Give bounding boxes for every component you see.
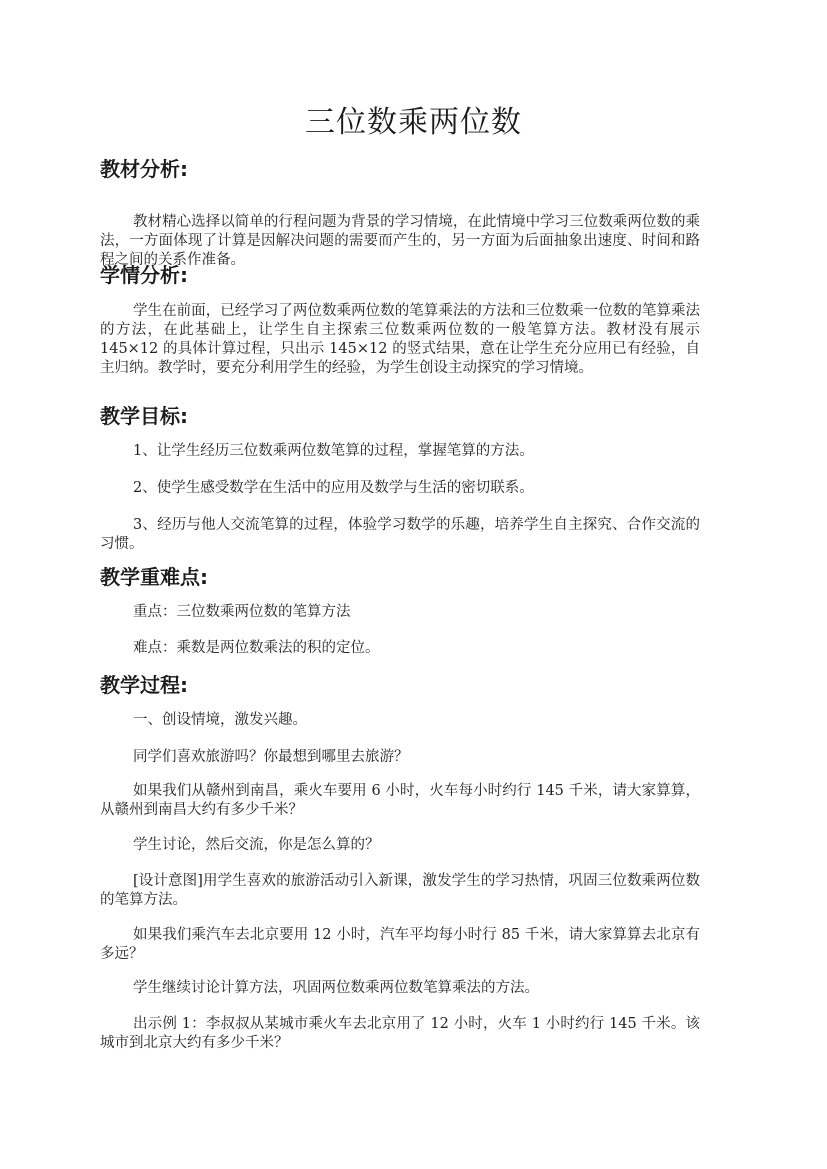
process-paragraph-3: 如果我们从赣州到南昌，乘火车要用 6 小时，火车每小时约行 145 千米，请大家算算，从赣州到南昌大约有多少千米？ [100,783,700,818]
process-paragraph-4: 学生讨论，然后交流，你是怎么算的？ [133,837,380,853]
process-paragraph-7: 学生继续讨论计算方法，巩固两位数乘两位数笔算乘法的方法。 [133,980,539,996]
page-title: 三位数乘两位数 [305,105,522,140]
heading-student-analysis: 学情分析: [100,263,188,287]
goal-item-2: 2、使学生感受数学在生活中的应用及数学与生活的密切联系。 [133,480,534,496]
difficult-point: 难点：乘数是两位数乘法的积的定位。 [133,640,380,656]
goal-item-3: 3、经历与他人交流笔算的过程，体验学习数学的乐趣，培养学生自主探究、合作交流的习惯。 [100,517,700,552]
process-paragraph-8: 出示例 1：李叔叔从某城市乘火车去北京用了 12 小时，火车 1 小时约行 145 千米。该城市到北京大约有多少千米？ [100,1016,700,1051]
key-point: 重点：三位数乘两位数的笔算方法 [133,604,351,620]
goal-item-1: 1、让学生经历三位数乘两位数笔算的过程，掌握笔算的方法。 [133,443,534,459]
heading-textbook-analysis: 教材分析: [100,157,188,181]
paragraph-student-analysis: 学生在前面，已经学习了两位数乘两位数的笔算乘法的方法和三位数乘一位数的笔算乘法的方法，在此基础上，让学生自主探索三位数乘两位数的一般笔算方法。教材没有展示 145×12 的具体计算过程，只出示 145×12 的竖式结果，意在让学生充分应用已有经验，自主归纳。教学时，要充分利用学生的经验，为学生创设主动探究的学习情境。 [100,303,700,376]
process-paragraph-2: 同学们喜欢旅游吗？你最想到哪里去旅游？ [133,749,409,765]
process-paragraph-5: [设计意图]用学生喜欢的旅游活动引入新课，激发学生的学习热情，巩固三位数乘两位数的笔算方法。 [100,873,700,908]
heading-teaching-process: 教学过程: [100,673,188,697]
heading-key-difficult-points: 教学重难点: [100,565,208,589]
process-paragraph-6: 如果我们乘汽车去北京要用 12 小时，汽车平均每小时行 85 千米，请大家算算去北京有多远？ [100,927,700,962]
heading-teaching-goals: 教学目标: [100,404,188,428]
process-paragraph-1: 一、创设情境，激发兴趣。 [133,712,307,728]
paragraph-textbook-analysis: 教材精心选择以简单的行程问题为背景的学习情境，在此情境中学习三位数乘两位数的乘法，一方面体现了计算是因解决问题的需要而产生的，另一方面为后面抽象出速度、时间和路程之间的关系作准备。 [100,214,700,268]
